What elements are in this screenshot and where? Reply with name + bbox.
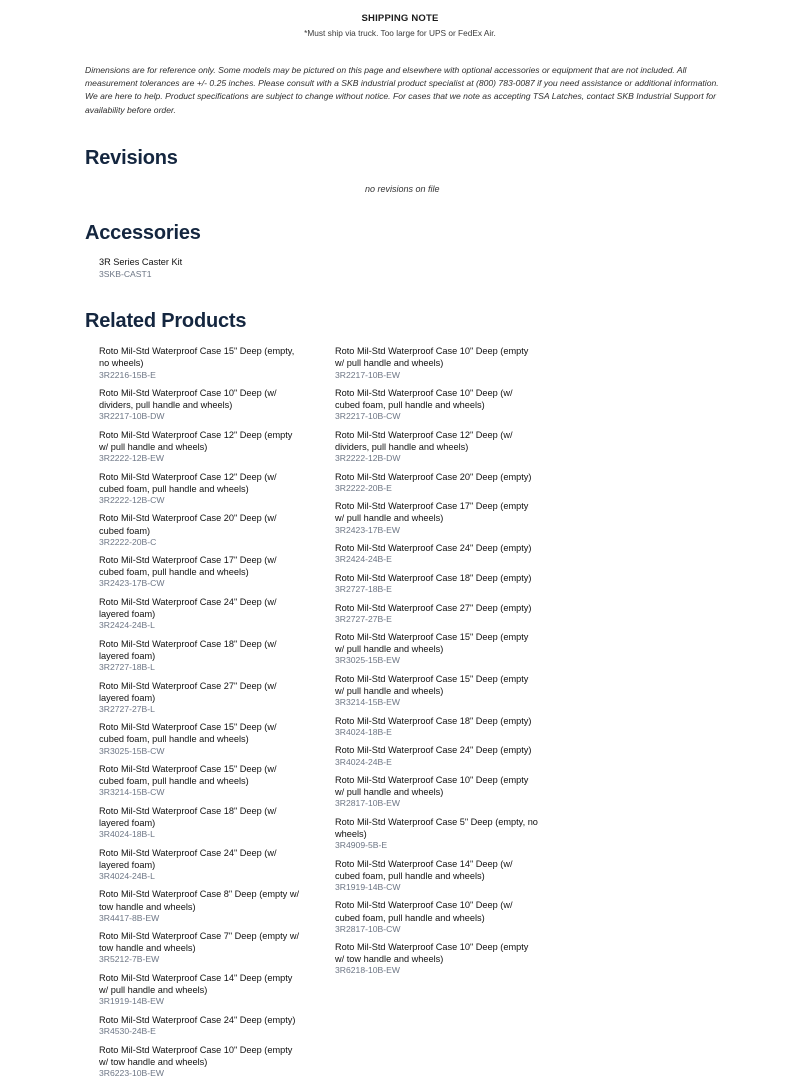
related-product-sku: 3R5212-7B-EW <box>99 954 160 965</box>
related-product-sku: 3R2727-18B-E <box>335 583 392 594</box>
related-product-sku: 3R3214-15B-EW <box>335 697 400 708</box>
related-products-column-left <box>99 345 304 1085</box>
related-products-column-right <box>335 345 540 983</box>
related-product-item[interactable] <box>99 763 304 799</box>
disclaimer-text: Dimensions are for reference only. Some models may be pictured on this page and elsewhere with optional accessories or equipment that are not included. All measurement tolerances are +/- 0.25 inches. Please consult with a SKB industrial product specialist at (800) 783-0087 if you need assistance or additional information. We are here to help. Product specifications are subject to change without notice. For cases that we note as accepting TSA Latches, contact SKB Industrial Support for availability before order. <box>85 65 719 115</box>
related-product-item[interactable] <box>335 429 540 465</box>
related-product-sku: 3R2217-10B-DW <box>99 411 165 422</box>
related-product-name: Roto Mil-Std Waterproof Case 8" Deep (empty w/ tow handle and wheels) <box>99 889 300 912</box>
related-product-name: Roto Mil-Std Waterproof Case 15" Deep (w/ cubed foam, pull handle and wheels) <box>99 764 277 787</box>
related-product-item[interactable] <box>335 715 540 739</box>
related-product-item[interactable] <box>335 387 540 423</box>
related-product-item[interactable] <box>99 1014 304 1038</box>
related-product-name: Roto Mil-Std Waterproof Case 24" Deep (empty) <box>335 543 532 554</box>
related-product-sku: 3R2217-10B-EW <box>335 369 400 380</box>
related-product-sku: 3R4024-18B-L <box>99 829 155 840</box>
related-product-name: Roto Mil-Std Waterproof Case 15" Deep (empty w/ pull handle and wheels) <box>335 632 529 655</box>
related-product-sku: 3R1919-14B-EW <box>99 996 164 1007</box>
related-product-sku: 3R2217-10B-CW <box>335 411 401 422</box>
related-product-sku: 3R2817-10B-CW <box>335 923 401 934</box>
related-products-list <box>0 345 800 1078</box>
related-product-item[interactable] <box>99 512 304 548</box>
related-product-item[interactable] <box>99 805 304 841</box>
related-product-name: Roto Mil-Std Waterproof Case 10" Deep (empty w/ tow handle and wheels) <box>335 942 529 965</box>
related-product-name: Roto Mil-Std Waterproof Case 14" Deep (w/ cubed foam, pull handle and wheels) <box>335 858 513 881</box>
accessories-heading: Accessories <box>85 221 201 244</box>
related-product-name: Roto Mil-Std Waterproof Case 14" Deep (empty w/ pull handle and wheels) <box>99 973 293 996</box>
shipping-note-title: SHIPPING NOTE <box>361 13 439 24</box>
related-product-item[interactable] <box>99 1044 304 1080</box>
related-products-heading: Related Products <box>85 310 247 333</box>
related-product-item[interactable] <box>99 471 304 507</box>
shipping-note-block <box>0 0 800 40</box>
related-product-name: Roto Mil-Std Waterproof Case 27" Deep (empty) <box>335 602 532 613</box>
shipping-note-subtitle: *Must ship via truck. Too large for UPS or FedEx Air. <box>304 28 496 38</box>
related-product-name: Roto Mil-Std Waterproof Case 20" Deep (empty) <box>335 471 532 482</box>
related-product-name: Roto Mil-Std Waterproof Case 10" Deep (w/ cubed foam, pull handle and wheels) <box>335 388 513 411</box>
revisions-empty-text: no revisions on file <box>365 183 440 194</box>
related-product-item[interactable] <box>335 572 540 596</box>
related-product-name: Roto Mil-Std Waterproof Case 12" Deep (empty w/ pull handle and wheels) <box>99 429 293 452</box>
related-product-sku: 3R3025-15B-EW <box>335 655 400 666</box>
related-product-sku: 3R4417-8B-EW <box>99 912 160 923</box>
related-product-item[interactable] <box>99 345 304 381</box>
related-product-sku: 3R2222-20B-E <box>335 482 392 493</box>
related-product-item[interactable] <box>99 847 304 883</box>
related-product-name: Roto Mil-Std Waterproof Case 18" Deep (empty) <box>335 715 532 726</box>
related-product-sku: 3R2424-24B-E <box>335 554 392 565</box>
related-product-sku: 3R2423-17B-CW <box>99 578 165 589</box>
related-product-item[interactable] <box>335 345 540 381</box>
related-product-name: Roto Mil-Std Waterproof Case 15" Deep (empty w/ pull handle and wheels) <box>335 673 529 697</box>
related-product-item[interactable] <box>99 888 304 924</box>
related-product-sku: 3R4530-24B-E <box>99 1025 156 1036</box>
related-product-item[interactable] <box>335 500 540 536</box>
related-product-sku: 3R2222-12B-CW <box>99 494 165 505</box>
related-product-item[interactable] <box>99 387 304 423</box>
related-product-name: Roto Mil-Std Waterproof Case 10" Deep (empty w/ pull handle and wheels) <box>335 346 529 369</box>
related-product-name: Roto Mil-Std Waterproof Case 24" Deep (w/ layered foam) <box>99 847 277 870</box>
related-product-sku: 3R4024-24B-L <box>99 870 155 881</box>
related-product-sku: 3R3214-15B-CW <box>99 787 165 798</box>
related-product-name: Roto Mil-Std Waterproof Case 18" Deep (empty) <box>335 572 532 583</box>
related-product-item[interactable] <box>99 638 304 674</box>
related-product-sku: 3R2222-12B-EW <box>99 453 164 464</box>
related-product-sku: 3R3025-15B-CW <box>99 745 165 756</box>
related-product-item[interactable] <box>335 602 540 626</box>
related-product-name: Roto Mil-Std Waterproof Case 18" Deep (w/ layered foam) <box>99 638 277 661</box>
accessory-name: 3R Series Caster Kit <box>99 256 183 267</box>
related-product-item[interactable] <box>99 429 304 465</box>
related-product-item[interactable] <box>99 680 304 716</box>
related-product-item[interactable] <box>335 899 540 935</box>
related-product-name: Roto Mil-Std Waterproof Case 15" Deep (empty, no wheels) <box>99 346 295 369</box>
related-product-name: Roto Mil-Std Waterproof Case 10" Deep (empty w/ pull handle and wheels) <box>335 775 529 798</box>
related-product-sku: 3R2727-18B-L <box>99 661 155 672</box>
related-product-item[interactable] <box>335 816 540 852</box>
related-product-item[interactable] <box>335 631 540 667</box>
related-product-item[interactable] <box>335 941 540 977</box>
revisions-heading: Revisions <box>85 146 178 169</box>
related-product-sku: 3R6223-10B-EW <box>99 1067 164 1078</box>
related-product-item[interactable] <box>335 744 540 768</box>
related-product-sku: 3R2727-27B-E <box>335 613 392 624</box>
related-product-sku: 3R6218-10B-EW <box>335 965 400 976</box>
related-product-sku: 3R1919-14B-CW <box>335 881 401 892</box>
related-product-name: Roto Mil-Std Waterproof Case 5" Deep (empty, no wheels) <box>335 816 538 839</box>
related-product-item[interactable] <box>335 774 540 810</box>
related-product-name: Roto Mil-Std Waterproof Case 10" Deep (w/ cubed foam, pull handle and wheels) <box>335 900 513 923</box>
related-product-item[interactable] <box>99 972 304 1008</box>
related-product-item[interactable] <box>335 858 540 894</box>
related-product-item[interactable] <box>335 542 540 566</box>
related-product-name: Roto Mil-Std Waterproof Case 24" Deep (empty) <box>99 1014 296 1025</box>
accessory-sku: 3SKB-CAST1 <box>99 269 152 280</box>
related-product-sku: 3R2216-15B-E <box>99 369 156 380</box>
related-product-name: Roto Mil-Std Waterproof Case 12" Deep (w/ cubed foam, pull handle and wheels) <box>99 471 277 494</box>
related-product-name: Roto Mil-Std Waterproof Case 27" Deep (w/ layered foam) <box>99 680 277 703</box>
related-product-name: Roto Mil-Std Waterproof Case 17" Deep (empty w/ pull handle and wheels) <box>335 501 529 524</box>
related-product-item[interactable] <box>335 673 540 709</box>
related-product-sku: 3R2222-20B-C <box>99 536 157 547</box>
related-product-sku: 3R2222-12B-DW <box>335 453 401 464</box>
related-product-name: Roto Mil-Std Waterproof Case 24" Deep (empty) <box>335 745 532 756</box>
related-product-sku: 3R4909-5B-E <box>335 840 388 851</box>
related-product-name: Roto Mil-Std Waterproof Case 10" Deep (w/ dividers, pull handle and wheels) <box>99 388 277 411</box>
related-product-sku: 3R2424-24B-L <box>99 620 155 631</box>
related-product-name: Roto Mil-Std Waterproof Case 12" Deep (w/ dividers, pull handle and wheels) <box>335 429 513 452</box>
related-product-item[interactable] <box>99 596 304 632</box>
related-product-item[interactable] <box>99 554 304 590</box>
related-product-item[interactable] <box>335 471 540 495</box>
related-product-item[interactable] <box>99 721 304 757</box>
related-product-name: Roto Mil-Std Waterproof Case 15" Deep (w/ cubed foam, pull handle and wheels) <box>99 722 277 745</box>
related-product-sku: 3R2727-27B-L <box>99 703 155 714</box>
related-product-name: Roto Mil-Std Waterproof Case 24" Deep (w/ layered foam) <box>99 597 277 620</box>
related-product-name: Roto Mil-Std Waterproof Case 18" Deep (w/ layered foam) <box>99 805 277 828</box>
related-product-name: Roto Mil-Std Waterproof Case 10" Deep (empty w/ tow handle and wheels) <box>99 1044 293 1067</box>
related-product-sku: 3R2423-17B-EW <box>335 524 400 535</box>
related-product-name: Roto Mil-Std Waterproof Case 20" Deep (w/ cubed foam) <box>99 513 277 536</box>
related-product-name: Roto Mil-Std Waterproof Case 17" Deep (w/ cubed foam, pull handle and wheels) <box>99 555 277 578</box>
related-product-sku: 3R4024-24B-E <box>335 756 392 767</box>
related-product-item[interactable] <box>99 930 304 966</box>
related-product-sku: 3R4024-18B-E <box>335 726 392 737</box>
accessory-item[interactable] <box>99 256 800 281</box>
related-product-sku: 3R2817-10B-EW <box>335 798 400 809</box>
related-product-name: Roto Mil-Std Waterproof Case 7" Deep (empty w/ tow handle and wheels) <box>99 931 300 954</box>
